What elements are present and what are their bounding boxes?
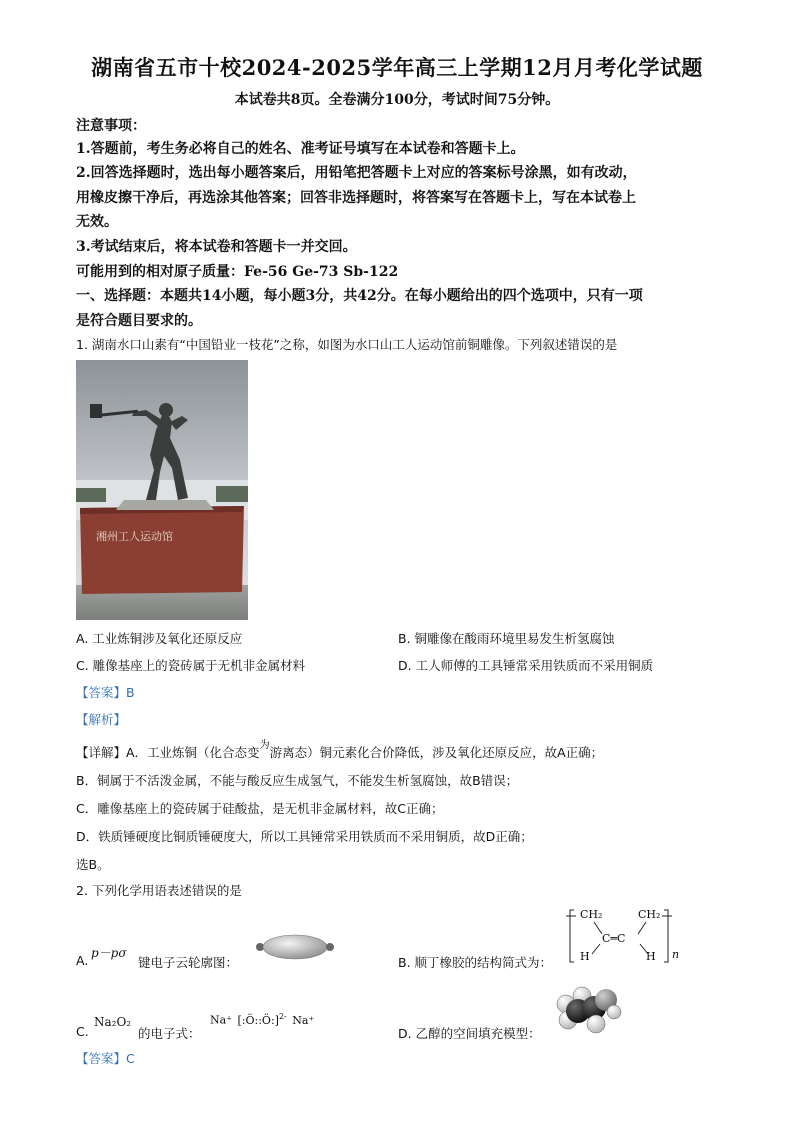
q1-detail-d: D．铁质锤硬度比铜质锤硬度大，所以工具锤常采用铁质而不采用铜质，故D正确； <box>76 829 533 844</box>
question-1-stem: 1. 湖南水口山素有“中国铅业一枝花”之称，如图为水口山工人运动馆前铜雕像。下列叙述错误的是 <box>76 337 618 352</box>
q1-detail-a-prefix: 【详解】A．工业炼铜（化合态变 <box>76 745 260 760</box>
exam-subtitle: 本试卷共8页。全卷满分100分，考试时间75分钟。 <box>234 92 560 108</box>
na2o2-electron-formula <box>210 1012 314 1027</box>
na-left: Na⁺ <box>210 1013 232 1027</box>
h-left: H <box>580 950 590 963</box>
q2-option-c-prefix: C. <box>76 1024 89 1039</box>
notice-item-2-line-1: 2.回答选择题时，选出每小题答案后，用铅笔把答题卡上对应的答案标号涂黑，如有改动， <box>76 165 637 181</box>
p-p-sigma-orbital-icon <box>252 933 338 961</box>
q2-answer: 【答案】C <box>76 1051 135 1066</box>
statue-photo <box>76 360 248 620</box>
question-2-stem: 2. 下列化学用语表述错误的是 <box>76 883 242 898</box>
q1-detail-a <box>76 740 604 761</box>
repeat-n: n <box>672 948 680 961</box>
section-1-heading-line-2: 是符合题目要求的。 <box>76 313 202 329</box>
q2-option-c-text: 的电子式： <box>138 1026 201 1041</box>
q1-detail-a-wei: 为 <box>259 740 270 751</box>
q1-option-d: D. 工人师傅的工具锤常采用铁质而不采用铜质 <box>398 658 654 673</box>
na-right: Na⁺ <box>292 1013 315 1027</box>
ch2-left: CH₂ <box>580 908 603 921</box>
q1-option-c: C. 雕像基座上的瓷砖属于无机非金属材料 <box>76 658 306 673</box>
q1-choose: 选B。 <box>76 857 110 872</box>
c-double-bond-c: C═C <box>602 932 626 945</box>
ch2-right: CH₂ <box>638 908 661 921</box>
notice-item-2-line-2: 用橡皮擦干净后，再选涂其他答案；回答非选择题时，将答案写在答题卡上，写在本试卷上 <box>76 190 636 206</box>
ethanol-space-filling-model-icon <box>552 986 622 1034</box>
q1-answer: 【答案】B <box>76 685 135 700</box>
q1-detail-b: B．铜属于不活泼金属，不能与酸反应生成氢气，不能发生析氢腐蚀，故B错误； <box>76 773 519 788</box>
q2-option-d-text: D. 乙醇的空间填充模型： <box>398 1026 541 1041</box>
peroxide-core: [:Ö::Ö:] <box>237 1013 279 1027</box>
cis-rubber-structure <box>566 906 684 966</box>
notice-item-2-line-3: 无效。 <box>76 214 118 230</box>
q1-option-b: B. 铜雕像在酸雨环境里易发生析氢腐蚀 <box>398 631 615 646</box>
q1-option-a: A. 工业炼铜涉及氧化还原反应 <box>76 631 243 646</box>
q2-option-a-prefix: A. <box>76 953 89 968</box>
peroxide-charge: 2- <box>278 1012 287 1021</box>
atomic-mass-line: 可能用到的相对原子质量：Fe-56 Ge-73 Sb-122 <box>76 264 399 280</box>
h-right: H <box>646 950 656 963</box>
notice-item-1: 1.答题前，考生务必将自己的姓名、准考证号填写在本试卷和答题卡上。 <box>76 141 525 157</box>
exam-title: 湖南省五市十校2024-2025学年高三上学期12月月考化学试题 <box>91 55 703 80</box>
notice-item-3: 3.考试结束后，将本试卷和答题卡一并交回。 <box>76 239 357 255</box>
q1-detail-c: C．雕像基座上的瓷砖属于硅酸盐，是无机非金属材料，故C正确； <box>76 801 444 816</box>
q1-analysis-label: 【解析】 <box>76 712 127 727</box>
q2-option-b-text: B. 顺丁橡胶的结构简式为： <box>398 955 553 970</box>
q2-option-a-text: 键电子云轮廓图： <box>138 955 239 970</box>
notice-heading: 注意事项： <box>76 118 146 134</box>
plaque-text: 湘州工人运动馆 <box>96 530 173 543</box>
q2-option-c-formula: Na₂O₂ <box>94 1015 132 1029</box>
q2-option-a-formula: p－pσ <box>91 946 127 960</box>
section-1-heading-line-1: 一、选择题：本题共14小题，每小题3分，共42分。在每小题给出的四个选项中，只有一项 <box>76 288 643 304</box>
q1-detail-a-suffix: 游离态）铜元素化合价降低，涉及氧化还原反应，故A正确； <box>269 745 604 760</box>
